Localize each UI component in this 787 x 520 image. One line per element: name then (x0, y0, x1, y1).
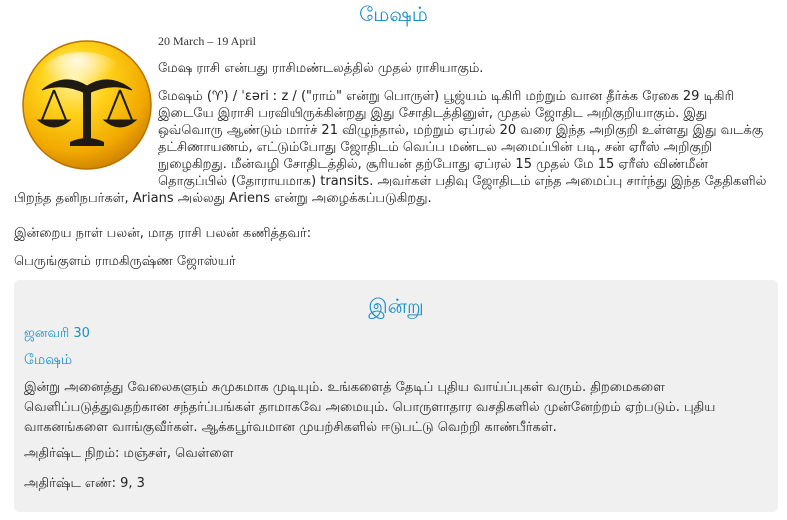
credit-label: இன்றைய நாள் பலன், மாத ராசி பலன் கணித்தவர்: (14, 226, 312, 241)
date-range: 20 March – 19 April (158, 34, 256, 48)
today-prediction: இன்று அனைத்து வேலைகளும் சுமுகமாக முடியும். உங்களைத் தேடிப் புதிய வாய்ப்புகள் வரும். திறமைகளை வெளிப்படுத்துவதற்கான சந்தர்ப்பங்கள் தாமாகவே அமையும். பொருளாதார வசதிகளில் முன்னேற்றம் ஏற்படும். புதிய வாகனங்களை வாங்குவீர்கள். ஆக்கபூர்வமான முயற்சிகளில் ஈடுபட்டு வெற்றி காண்பீர்கள். (24, 380, 716, 435)
today-title: இன்று (368, 294, 424, 318)
intro-paragraph: மேஷம் (♈) / ˈɛəri ː z / ("ராம்" என்று பொருள்) பூஜ்யம் டிகிரி மற்றும் வான தீர்க்க ரேகை 29 டிகிரி இடையே இராசி பரவியிருக்கின்றது இது சோதிடத்தினுள், முதல் ஜோதிட அறிகுறியாகும். இது ஒவ்வொரு ஆண்டும் மார்ச் 21 விழுந்தால், மற்றும் ஏப்ரல் 20 வரை இந்த அறிகுறி உள்ளது இது வடக்கு தட்சிணாயணம், எட்டும்போது ஜோதிடம் வெப்ப மண்டல அமைப்பின் படி, சன் ஏரீஸ் அறிகுறி நுழைகிறது. மீன்வழி சோதிடத்தில், சூரியன் தற்போது ஏப்ரல் 15 முதல் மே 15 ஏரீஸ் விண்மீன் தொகுப்பில் (தோராயமாக) transits. அவர்கள் பதிவு ஜோதிடம் எந்த அமைப்பு சார்ந்து இந்த தேதிகளில் பிறந்த தனிநபர்கள், Arians அல்லது Ariens என்று அழைக்கப்படுகிறது. (14, 89, 767, 206)
page-title: மேஷம் (359, 2, 428, 26)
today-sign: மேஷம் (24, 352, 73, 368)
intro-line: மேஷ ராசி என்பது ராசிமண்டலத்தில் முதல் ராசியாகும். (158, 61, 484, 76)
astrologer-name: பெருங்குளம் ராமகிருஷ்ண ஜோஸ்யர் (14, 254, 236, 269)
lucky-number: அதிர்ஷ்ட எண்: 9, 3 (24, 476, 145, 491)
today-panel (14, 280, 778, 512)
lucky-color: அதிர்ஷ்ட நிறம்: மஞ்சள், வெள்ளை (24, 446, 234, 461)
today-date: ஜனவரி 30 (24, 326, 90, 341)
